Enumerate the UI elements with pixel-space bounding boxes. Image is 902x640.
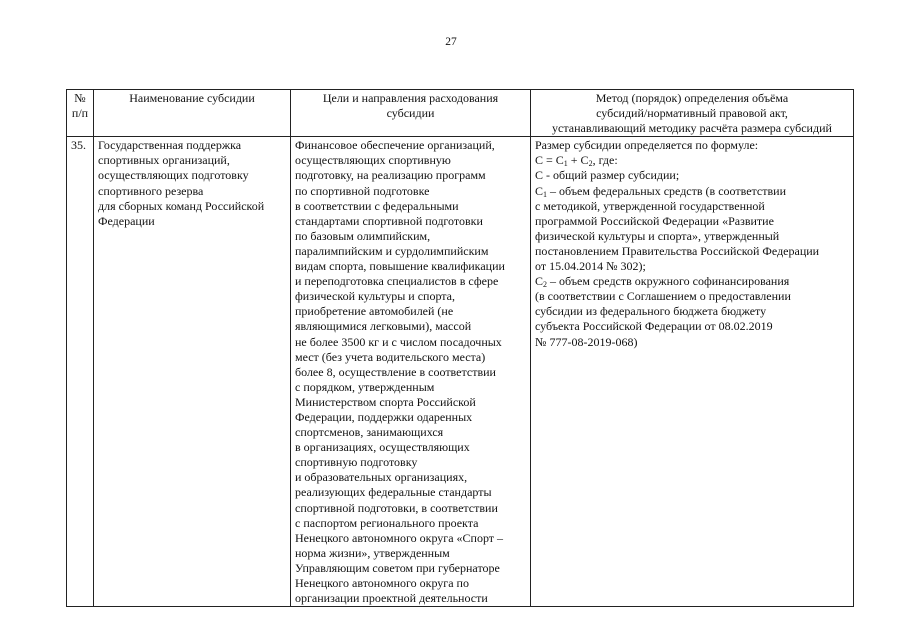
goals-line: видам спорта, повышение квалификации — [295, 259, 505, 274]
subsidy-name-line: спортивных организаций, — [98, 153, 230, 168]
c1-subscript: 1 — [543, 189, 548, 199]
formula-lhs: C = C — [535, 153, 564, 168]
formula-plus: + C — [567, 153, 589, 168]
goals-line: являющимися легковыми), массой — [295, 319, 472, 334]
method-formula — [535, 153, 849, 168]
goals-line: организации проектной деятельности — [295, 591, 488, 606]
goals-line: приобретение автомобилей (не — [295, 304, 454, 319]
goals-line: физической культуры и спорта, — [295, 289, 456, 304]
method-c1-line: постановлением Правительства Российской Федерации — [535, 243, 820, 258]
page-number: 27 — [445, 36, 457, 48]
method-c1-line: программой Российской Федерации «Развитие — [535, 213, 774, 228]
method-c2-line: (в соответствии с Соглашением о предоставлении — [535, 289, 791, 304]
goals-line: спортивной подготовки, в соответствии — [295, 500, 498, 515]
header-method — [531, 90, 854, 137]
method-c1-first-line — [535, 184, 849, 199]
goals-line: норма жизни», утвержденным — [295, 545, 450, 560]
goals-line: в соответствии с федеральными — [295, 198, 459, 213]
subsidy-name-cell — [94, 137, 291, 607]
subsidy-name-line: спортивного резерва — [98, 183, 204, 198]
goals-line: стандартами спортивной подготовки — [295, 213, 483, 228]
header-line: п/п — [71, 106, 89, 121]
goals-line: подготовку, на реализацию программ — [295, 168, 486, 183]
goals-line: по спортивной подготовке — [295, 183, 430, 198]
row-number: 35. — [67, 137, 94, 607]
goals-line: Финансовое обеспечение организаций, — [295, 138, 495, 153]
formula-subscript-1: 1 — [563, 159, 568, 169]
method-c1-line: физической культуры и спорта», утвержденный — [535, 228, 780, 243]
header-line: субсидии — [386, 106, 435, 121]
goals-line: и образовательных организациях, — [295, 470, 468, 485]
formula-tail: , где: — [592, 153, 618, 168]
subsidy-table — [66, 89, 854, 607]
goals-line: Ненецкого автономного округа «Спорт – — [295, 530, 504, 545]
goals-line: Министерством спорта Российской — [295, 394, 476, 409]
goals-line: не более 3500 кг и с числом посадочных — [295, 334, 502, 349]
goals-line: Федерации, поддержки одаренных — [295, 409, 473, 424]
header-line: № — [74, 91, 86, 105]
header-row — [67, 90, 854, 137]
c2-symbol: C — [535, 274, 544, 289]
method-c1-line: с методикой, утвержденной государственной — [535, 198, 765, 213]
header-number — [67, 90, 94, 137]
goals-cell — [291, 137, 531, 607]
method-c-definition: C - общий размер субсидии; — [535, 168, 680, 183]
subsidy-name-line: Федерации — [98, 213, 155, 228]
subsidy-name-line: для сборных команд Российской — [98, 198, 265, 213]
table-row — [67, 137, 854, 607]
header-subsidy-name — [94, 90, 291, 137]
method-c2-line: № 777-08-2019-068) — [535, 334, 638, 349]
method-c2-line: субсидии из федерального бюджета бюджету — [535, 304, 767, 319]
goals-line: Ненецкого автономного округа по — [295, 576, 469, 590]
goals-line: с паспортом регионального проекта — [295, 515, 479, 530]
goals-line: по базовым олимпийским, — [295, 228, 431, 243]
goals-line: реализующих федеральные стандарты — [295, 485, 492, 500]
method-intro: Размер субсидии определяется по формуле: — [535, 138, 759, 153]
header-line: Метод (порядок) определения объёма — [595, 91, 789, 105]
c2-subscript: 2 — [543, 280, 548, 290]
goals-line: спортсменов, занимающихся — [295, 425, 444, 440]
header-goals — [291, 90, 531, 137]
header-line: устанавливающий методику расчёта размера субсидий — [552, 121, 832, 136]
goals-line: паралимпийским и сурдолимпийским — [295, 243, 489, 258]
goals-line: и переподготовка специалистов в сфере — [295, 274, 499, 289]
goals-line: более 8, осуществление в соответствии — [295, 364, 496, 379]
formula-subscript-2: 2 — [588, 159, 593, 169]
header-line: субсидий/нормативный правовой акт, — [596, 106, 788, 121]
method-c1-line: от 15.04.2014 № 302); — [535, 259, 646, 274]
method-c2-first-line — [535, 274, 849, 289]
method-c2-line: субъекта Российской Федерации от 08.02.2019 — [535, 319, 773, 334]
header-line: Наименование субсидии — [129, 91, 255, 105]
subsidy-name-line: Государственная поддержка — [98, 138, 242, 153]
goals-line: осуществляющих спортивную — [295, 153, 451, 168]
goals-line: с порядком, утвержденным — [295, 379, 435, 394]
c1-first-text: – объем федеральных средств (в соответствии — [547, 183, 787, 198]
goals-line: спортивную подготовку — [295, 455, 418, 470]
c1-symbol: C — [535, 183, 544, 198]
goals-line: Управляющим советом при губернаторе — [295, 560, 500, 575]
method-cell — [531, 137, 854, 607]
subsidy-name-line: осуществляющих подготовку — [98, 168, 249, 183]
goals-line: мест (без учета водительского места) — [295, 349, 486, 364]
goals-line: в организациях, осуществляющих — [295, 440, 470, 455]
c2-first-text: – объем средств окружного софинансирования — [547, 274, 790, 289]
header-line: Цели и направления расходования — [322, 91, 499, 105]
